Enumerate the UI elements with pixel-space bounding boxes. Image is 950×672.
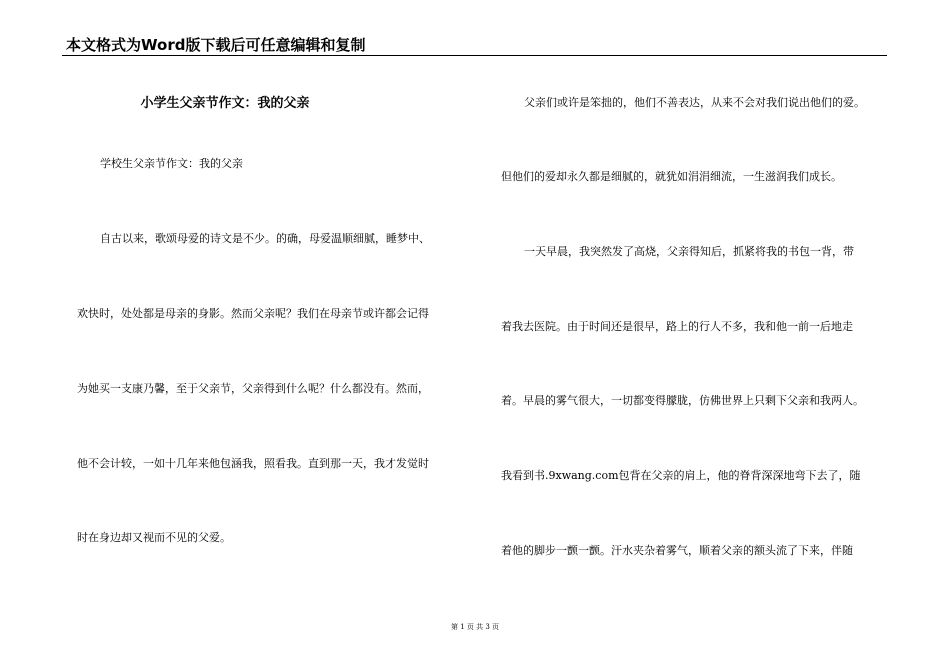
right-paragraph-line: 着。早晨的雾气很大，一切都变得朦胧，仿佛世界上只剩下父亲和我两人。 — [501, 394, 864, 407]
header-title: 本文格式为Word版下载后可任意编辑和复制 — [66, 36, 366, 54]
left-paragraph-line: 欢快时，处处都是母亲的身影。然而父亲呢？我们在母亲节或许都会记得 — [77, 307, 429, 320]
right-paragraph-line: 父亲们或许是笨拙的，他们不善表达，从来不会对我们说出他们的爱。 — [524, 96, 865, 109]
left-paragraph-line: 他不会计较，一如十几年来他包涵我，照看我。直到那一天，我才发觉时 — [77, 457, 429, 470]
left-paragraph-line: 为她买一支康乃馨，至于父亲节，父亲得到什么呢？什么都没有。然而， — [77, 382, 429, 395]
right-paragraph-line: 着我去医院。由于时间还是很早，路上的行人不多，我和他一前一后地走 — [501, 320, 853, 333]
left-paragraph-line: 自古以来，歌颂母爱的诗文是不少。的确，母爱温顺细腻，睡梦中、 — [100, 232, 430, 245]
page-number: 第 1 页 共 3 页 — [450, 623, 500, 631]
article-title: 小学生父亲节作文：我的父亲 — [140, 96, 310, 111]
header-divider — [62, 55, 887, 56]
left-paragraph-line: 学校生父亲节作文：我的父亲 — [100, 157, 243, 170]
right-paragraph-line: 一天早晨，我突然发了高烧，父亲得知后，抓紧将我的书包一背，带 — [524, 245, 854, 258]
right-paragraph-line: 着他的脚步一颤一颤。汗水夹杂着雾气，顺着父亲的额头流了下来，伴随 — [501, 544, 853, 557]
right-paragraph-line: 我看到书.9xwang.com包背在父亲的肩上，他的脊背深深地弯下去了，随 — [501, 469, 861, 482]
right-paragraph-line: 但他们的爱却永久都是细腻的，就犹如涓涓细流，一生滋润我们成长。 — [501, 170, 842, 183]
left-paragraph-line: 时在身边却又视而不见的父爱。 — [77, 531, 231, 544]
